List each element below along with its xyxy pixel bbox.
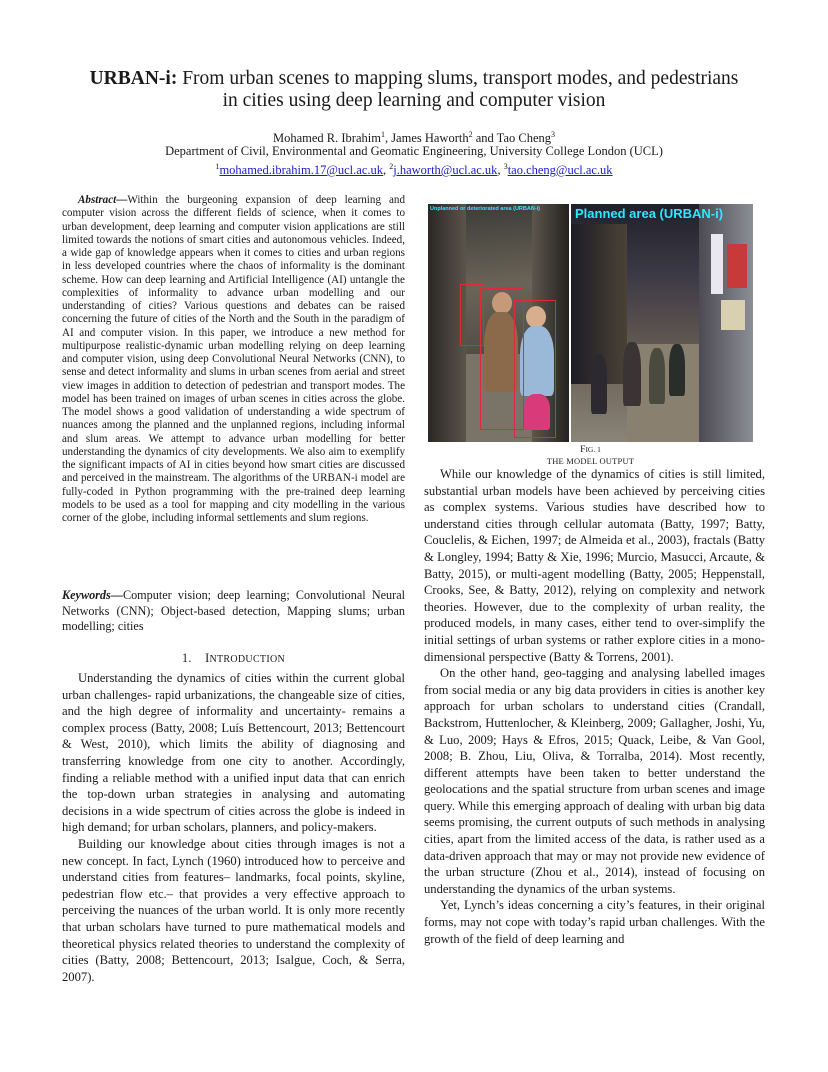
author-1: Mohamed R. Ibrahim [272, 131, 381, 146]
email-link-2[interactable]: j.haworth@ucl.ac.uk [393, 163, 498, 178]
email-2-mark: 2 [389, 162, 394, 171]
body-right-column [424, 466, 765, 947]
author-3: and Tao Cheng [472, 131, 552, 146]
title-bold: URBAN-i: [89, 68, 178, 89]
figure-caption [428, 444, 753, 456]
caption-rest: IG. 1 [585, 445, 601, 454]
keywords-lead: Keywords— [62, 588, 123, 602]
author-1-mark: 1 [380, 130, 385, 139]
email-sep-2: , [497, 163, 504, 178]
email-link-3[interactable]: tao.cheng@ucl.ac.uk [507, 163, 613, 178]
panel-label-planned: Planned area (URBAN-i) [575, 206, 724, 221]
abstract [62, 194, 405, 525]
paragraph: While our knowledge of the dynamics of cities is still limited, substantial urban models have been achieved by perceiving cities as complex systems. Various studies have described how to understand cities through cellular automata (Batty, 1997; Batty, Couclelis, & Eichen, 1997; de Almeida et al., 2003), fractals (Batty & Longley, 1994; Batty & Xie, 1996; Murcio, Masucci, Arcaute, & Batty, 2015), or multi-agent modelling (Batty, 2005; Heppenstall, Crooks, See, & Batty, 2012), relying on complexity and network theories. However, due to the complexity of urban reality, the produced models, in many cases, either tend to over-simplify the initial settings of urban systems or rather explore cities in a mono-dimensional perspective (Batty & Torrens, 2001). [424, 467, 765, 664]
paragraph: Yet, Lynch’s ideas concerning a city’s features, in their original forms, may not cope with today’s rapid urban challenges. With the growth of the field of deep learning and [424, 898, 765, 946]
paper-title [60, 68, 768, 112]
abstract-lead: Abstract— [78, 194, 128, 206]
section-initial: I [205, 651, 210, 665]
body-left-column [62, 670, 405, 985]
paragraph: Understanding the dynamics of cities within the current global urban challenges- rapid urbanizations, the changeable size of cities, and the high degree of informality and uncertainty- remains a complex process (Batty, 2008; Luís Bettencourt, 2013; Bettencourt & West, 2010), which limits the ability of diagnosing and transferring knowledge from one city to another. Accordingly, finding a reliable method with a unified input data that can enrich the top-down urban strategies in analysing and automating decisions in a wide spectrum of cities across the globe is indeed in high demand; for urban scholars, planners, and policy-makers. [62, 671, 405, 835]
section-heading-introduction [62, 651, 405, 666]
panel-label-unplanned: Unplanned or deteriorated area (URBAN-i) [430, 206, 541, 212]
figure-model-output [428, 204, 753, 442]
keywords-text: Computer vision; deep learning; Convolutional Neural Networks (CNN); Object-based detection, Mapping slums; urban modelling; cities [62, 588, 405, 633]
paragraph: Building our knowledge about cities through images is not a new concept. In fact, Lynch (1960) introduced how to perceive and understand cities from features– landmarks, focal points, skyline, pedestrian flow etc.– that provides a very effective approach to perceiving the nuances of the urban world. It is only more recently that urban scholars have turned to pure mathematical models and theoretical physics related theories to understand the complexity of cities (Batty, 2008; Bettencourt, 2013; Isalgue, Coch, & Serra, 2007). [62, 836, 405, 984]
email-list [60, 159, 768, 178]
email-link-1[interactable]: mohamed.ibrahim.17@ucl.ac.uk [219, 163, 383, 178]
affiliation: Department of Civil, Environmental and Geomatic Engineering, University College London (UCL) [165, 144, 663, 158]
caption-initial: F [580, 445, 586, 455]
figure-subtitle: THE MODEL OUTPUT [546, 456, 635, 466]
author-2: , James Haworth [384, 131, 469, 146]
author-3-mark: 3 [551, 130, 556, 139]
title-rest: From urban scenes to mapping slums, transport modes, and pedestrians [177, 68, 739, 89]
title-line2: in cities using deep learning and computer vision [222, 90, 606, 111]
section-rest: NTRODUCTION [209, 654, 286, 665]
email-1-mark: 1 [215, 162, 220, 171]
email-sep-1: , [383, 163, 390, 178]
abstract-text: Within the burgeoning expansion of deep learning and computer vision across the different fields of science, when it comes to urban development, deep learning and computer vision applications are still limited towards the notions of smart cities and autonomous vehicles. Indeed, a wide gap of knowledge appears when it comes to cities and urban regions in less developed countries where the chaos of informality is the dominant scheme. How can deep learning and Artificial Intelligence (AI) untangle the complexities of informality to advance urban modelling and our understanding of cities? Various questions and debates can be raised concerning the future of cities of the North and the South in the paradigm of AI and computer vision. In this paper, we introduce a new method for multipurpose realistic-dynamic urban modelling relying on deep learning and computer vision, using deep Convolutional Neural Networks (CNN), to sense and detect informality and slums in urban scenes from aerial and street view images in addition to detection of pedestrian and transport modes. The model has been trained on images of urban scenes in cities across the globe. The model shows a good validation of understanding a wide spectrum of nuances among the planned and the unplanned regions, including informal and slum areas. We attempt to advance urban modelling for better understanding the dynamics of city developments. We also aim to exemplify the significant impacts of AI in cities beyond how smart cities are discussed and perceived in the mainstream. The algorithms of the URBAN-i model are fully-coded in Python programming with the pre-trained deep learning models to be used as a tool for mapping and city modelling in the various corner of the globe, including informal settlements and slum regions. [62, 194, 405, 524]
planned-area-photo [571, 204, 753, 442]
section-number: 1. [181, 651, 192, 665]
unplanned-area-photo [428, 204, 569, 442]
email-3-mark: 3 [503, 162, 508, 171]
keywords [62, 588, 405, 635]
author-2-mark: 2 [468, 130, 473, 139]
paragraph: On the other hand, geo-tagging and analysing labelled images from social media or any big data providers in cities is another key approach for urban scholars to understand cities (Crandall, Backstrom, Huttenlocher, & Kleinberg, 2009; Gallagher, Joshi, Yu, & Luo, 2009; Hays & Efros, 2015; Quack, Leibe, & Van Gool, 2008; B. Zhou, Liu, Oliva, & Torralba, 2014). Most recently, different attempts have been taken to better understand the geolocations and the spatial structure from urban scenes and image query. While this emerging approach of dealing with urban big data seems promising, the current outputs of such methods in analysing cities, apart from the limited access of the data, is rather used as a data-driven approach that may or may not provide new evidence of the urban structure (Zhou et al., 2014), instead of focusing on understanding the dynamics of the urban systems. [424, 666, 765, 896]
